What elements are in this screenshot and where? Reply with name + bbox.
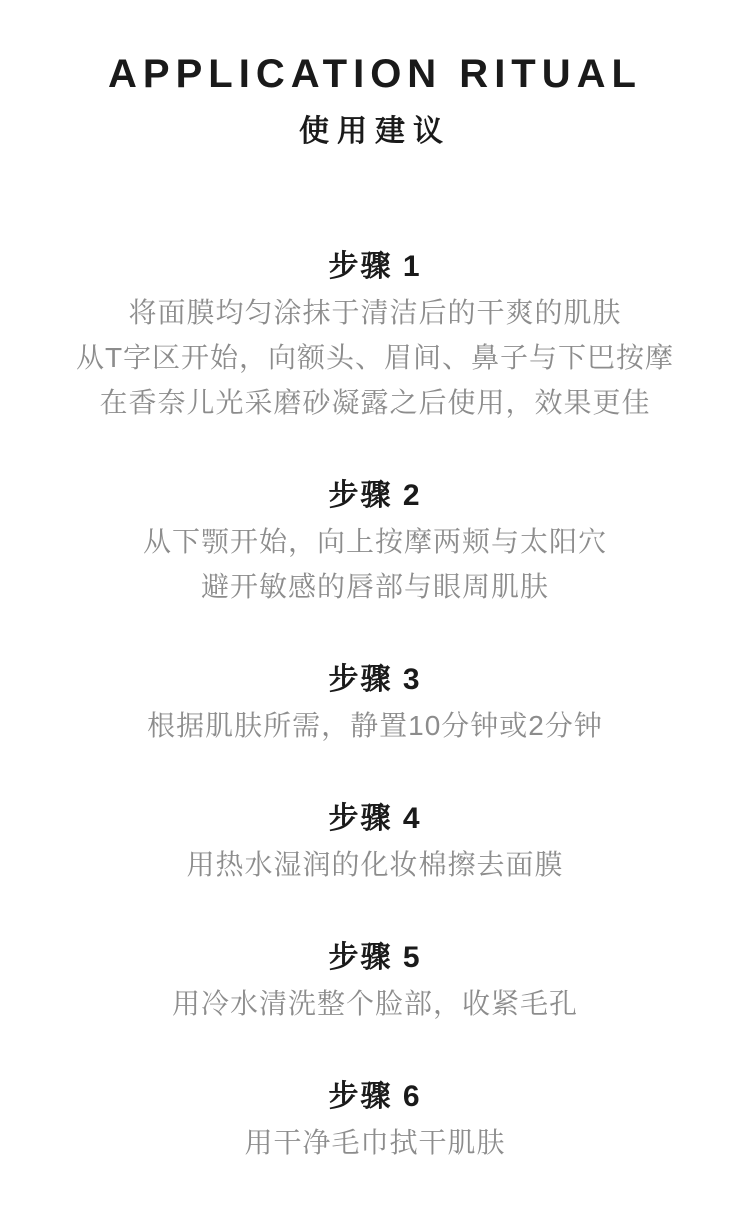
step-section-1 xyxy=(0,246,750,425)
step-line: 将面膜均匀涂抹于清洁后的干爽的肌肤 xyxy=(128,297,622,328)
step-label: 步骤 6 xyxy=(328,1080,422,1113)
step-line: 根据肌肤所需，静置10分钟或2分钟 xyxy=(147,710,603,741)
step-line: 从下颚开始，向上按摩两颊与太阳穴 xyxy=(142,526,607,557)
step-label: 步骤 5 xyxy=(328,941,422,974)
step-line: 在香奈儿光采磨砂凝露之后使用，效果更佳 xyxy=(99,387,651,418)
step-label: 步骤 2 xyxy=(328,479,422,512)
step-section-6 xyxy=(0,1076,750,1165)
step-section-4 xyxy=(0,798,750,887)
steps-list xyxy=(0,246,750,1165)
step-label: 步骤 1 xyxy=(328,250,422,283)
step-line: 避开敏感的唇部与眼周肌肤 xyxy=(200,571,549,602)
page-subtitle: 使用建议 xyxy=(299,115,451,148)
page-header xyxy=(0,0,750,152)
step-section-5 xyxy=(0,937,750,1026)
step-label: 步骤 4 xyxy=(328,802,422,835)
step-section-2 xyxy=(0,475,750,609)
step-line: 从T字区开始，向额头、眉间、鼻子与下巴按摩 xyxy=(75,342,675,373)
step-section-3 xyxy=(0,659,750,748)
step-line: 用热水湿润的化妆棉擦去面膜 xyxy=(186,849,564,880)
step-line: 用冷水清洗整个脸部，收紧毛孔 xyxy=(171,988,578,1019)
step-line: 用干净毛巾拭干肌肤 xyxy=(244,1127,506,1158)
page-title: APPLICATION RITUAL xyxy=(108,52,642,96)
step-label: 步骤 3 xyxy=(328,663,422,696)
